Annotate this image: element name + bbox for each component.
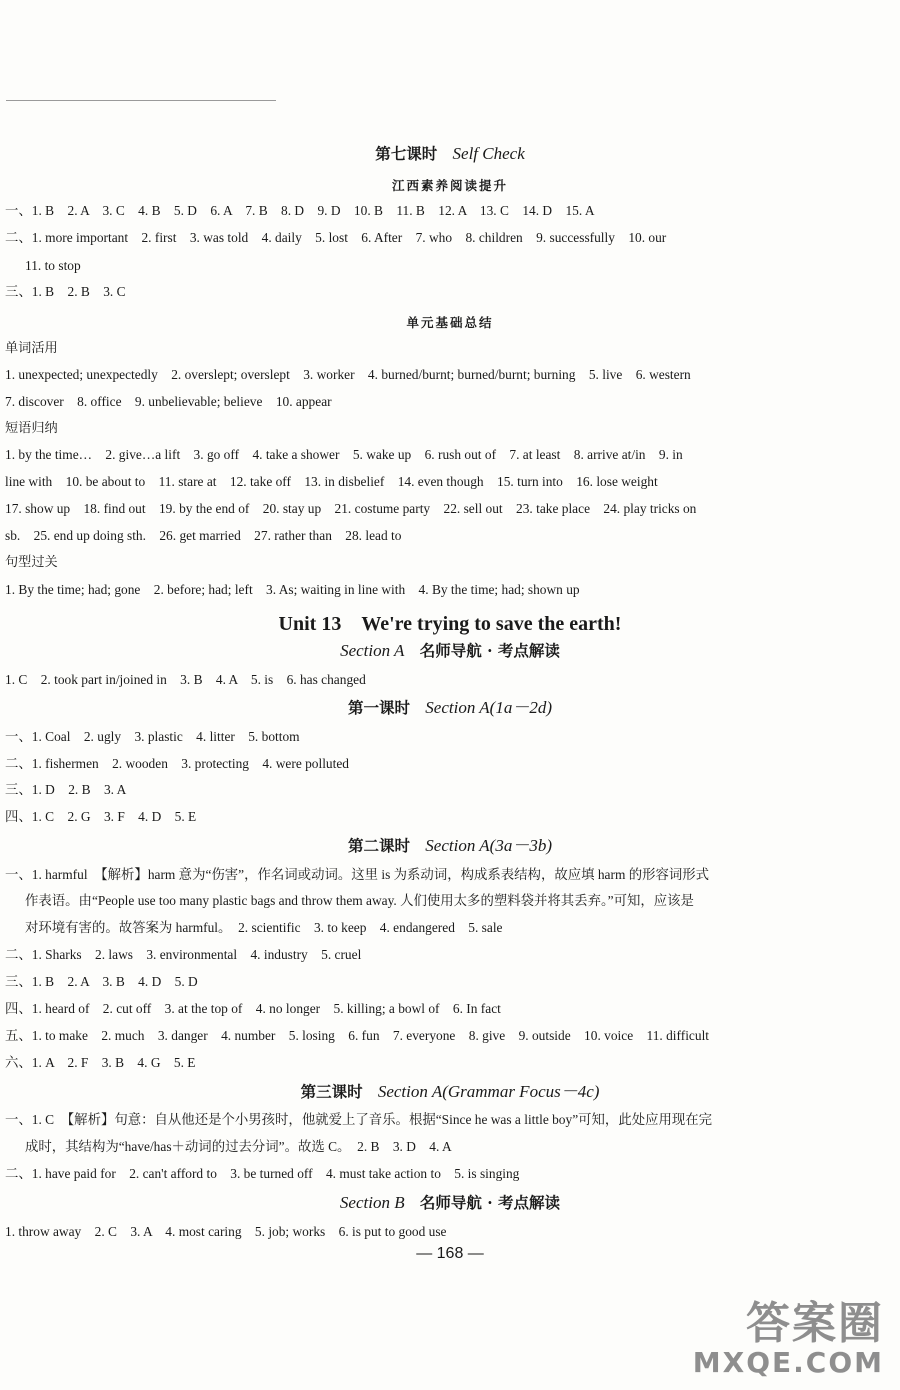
answer-line: 六、1. A 2. F 3. B 4. G 5. E <box>5 1055 196 1070</box>
top-rule <box>6 100 276 101</box>
section-b-heading <box>0 1192 900 1214</box>
lesson-1-title-zh: 第一课时 <box>348 698 411 717</box>
answer-line: 二、1. more important 2. first 3. was told 4. daily 5. lost 6. After 7. who 8. children 9. successfully 10. our <box>5 230 667 245</box>
lesson-3-title <box>0 1081 900 1103</box>
answer-line: 四、1. heard of 2. cut off 3. at the top of 4. no longer 5. killing; a bowl of 6. In fact <box>5 1001 501 1016</box>
answer-line: 二、1. fishermen 2. wooden 3. protecting 4. were polluted <box>5 756 349 771</box>
lesson-1-title-en: Section A(1a－2d) <box>425 698 552 717</box>
answer-line: 1. C 2. took part in/joined in 3. B 4. A 5. is 6. has changed <box>5 672 366 687</box>
section-b-heading-zh: 名师导航 · 考点解读 <box>419 1193 561 1212</box>
watermark-line-2: MXQE.COM <box>692 1346 884 1379</box>
answer-line: 三、1. B 2. A 3. B 4. D 5. D <box>5 974 198 989</box>
answer-line: 1. By the time; had; gone 2. before; had; left 3. As; waiting in line with 4. By the time; had; shown up <box>5 582 580 597</box>
lesson-3-title-en: Section A(Grammar Focus－4c) <box>377 1082 600 1101</box>
lesson-7-title <box>0 143 900 165</box>
answer-line: 三、1. B 2. B 3. C <box>5 284 126 299</box>
sentence-label: 句型过关 <box>5 555 58 570</box>
reading-heading: 江西素养阅读提升 <box>391 178 508 193</box>
lesson-7-title-en: Self Check <box>452 144 525 163</box>
answer-line: 对环境有害的。故答案为 harmful。 2. scientific 3. to keep 4. endangered 5. sale <box>25 920 503 935</box>
answer-line: 作表语。由“People use too many plastic bags and throw them away. 人们使用太多的塑料袋并将其丢弃。”可知，应该是 <box>25 893 694 908</box>
lesson-2-title-zh: 第二课时 <box>348 836 411 855</box>
answer-line: 一、1. B 2. A 3. C 4. B 5. D 6. A 7. B 8. D 9. D 10. B 11. B 12. A 13. C 14. D 15. A <box>5 203 595 218</box>
vocab-label: 单词活用 <box>5 341 58 356</box>
answer-line: 1. by the time… 2. give…a lift 3. go off 4. take a shower 5. wake up 6. rush out of 7. at least 8. arrive at/in 9. in <box>5 447 683 462</box>
section-a-heading-en: Section A <box>340 641 405 660</box>
unit-13-title: Unit 13 We're trying to save the earth! <box>278 613 622 635</box>
phrase-label: 短语归纳 <box>5 421 58 436</box>
answer-line: 7. discover 8. office 9. unbelievable; believe 10. appear <box>5 394 332 409</box>
answer-line: 四、1. C 2. G 3. F 4. D 5. E <box>5 809 197 824</box>
lesson-2-title <box>0 835 900 857</box>
watermark-logo <box>693 1300 884 1378</box>
answer-line: 17. show up 18. find out 19. by the end of 20. stay up 21. costume party 22. sell out 23. take place 24. play tricks on <box>5 501 697 516</box>
answer-line: 成时，其结构为“have/has＋动词的过去分词”。故选 C。 2. B 3. D 4. A <box>25 1139 452 1154</box>
summary-heading: 单元基础总结 <box>406 315 494 330</box>
answer-line: 1. unexpected; unexpectedly 2. overslept; overslept 3. worker 4. burned/burnt; burned/burnt; burning 5. live 6. western <box>5 367 691 382</box>
lesson-7-title-zh: 第七课时 <box>375 144 438 163</box>
answer-line: 二、1. have paid for 2. can't afford to 3. be turned off 4. must take action to 5. is singing <box>5 1166 520 1181</box>
answer-line: 11. to stop <box>25 258 81 273</box>
answer-line: 一、1. C 【解析】句意：自从他还是个小男孩时，他就爱上了音乐。根据“Since he was a little boy”可知，此处应用现在完 <box>5 1112 713 1127</box>
answer-line: 一、1. Coal 2. ugly 3. plastic 4. litter 5. bottom <box>5 729 300 744</box>
answer-line: 1. throw away 2. C 3. A 4. most caring 5. job; works 6. is put to good use <box>5 1224 447 1239</box>
answer-line: sb. 25. end up doing sth. 26. get married 27. rather than 28. lead to <box>5 528 402 543</box>
watermark-line-1: 答案圈 <box>746 1298 884 1349</box>
lesson-2-title-en: Section A(3a－3b) <box>425 836 552 855</box>
lesson-1-title <box>0 697 900 719</box>
lesson-3-title-zh: 第三课时 <box>300 1082 363 1101</box>
answer-line: 五、1. to make 2. much 3. danger 4. number 5. losing 6. fun 7. everyone 8. give 9. outside 10. voice 11. difficult <box>5 1028 710 1043</box>
answer-line: 一、1. harmful 【解析】harm 意为“伤害”，作名词或动词。这里 is 为系动词，构成系表结构，故应填 harm 的形容词形式 <box>5 867 710 882</box>
answer-line: line with 10. be about to 11. stare at 12. take off 13. in disbelief 14. even though 15. turn into 16. lose weight <box>5 474 658 489</box>
answer-line: 三、1. D 2. B 3. A <box>5 782 127 797</box>
answer-line: 二、1. Sharks 2. laws 3. environmental 4. industry 5. cruel <box>5 947 362 962</box>
section-a-heading <box>0 640 900 662</box>
section-b-heading-en: Section B <box>339 1193 405 1212</box>
section-a-heading-zh: 名师导航 · 考点解读 <box>419 641 560 660</box>
page-number: — 168 — <box>416 1245 484 1262</box>
